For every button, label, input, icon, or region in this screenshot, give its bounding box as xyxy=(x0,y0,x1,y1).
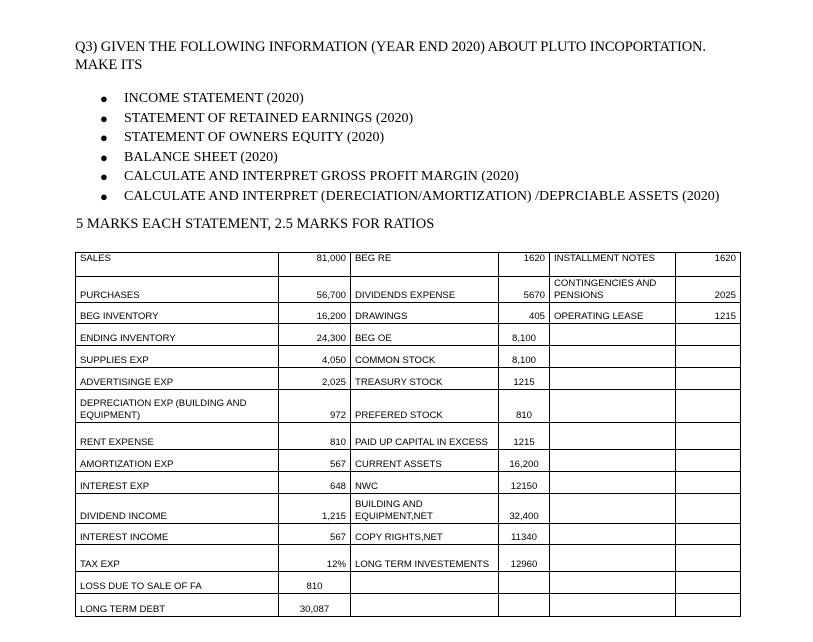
item-label xyxy=(550,494,676,524)
item-label: INTEREST EXP xyxy=(76,472,279,494)
item-value xyxy=(676,324,741,346)
item-label xyxy=(550,368,676,390)
item-label: CURRENT ASSETS xyxy=(351,450,499,472)
item-label: COPY RIGHTS,NET xyxy=(351,524,499,545)
item-label xyxy=(550,423,676,450)
item-value xyxy=(676,423,741,450)
item-value xyxy=(676,545,741,572)
item-label: BEG INVENTORY xyxy=(76,303,279,324)
item-value: 12960 xyxy=(499,545,550,572)
item-value xyxy=(676,524,741,545)
table-row xyxy=(76,423,741,450)
task-item: ● STATEMENT OF RETAINED EARNINGS (2020) xyxy=(100,109,719,129)
item-label: ENDING INVENTORY xyxy=(76,324,279,346)
item-label: DIVIDEND INCOME xyxy=(76,494,279,524)
question-instruction: MAKE ITS xyxy=(75,57,143,73)
item-value: 16,200 xyxy=(279,303,351,324)
bullet-icon: ● xyxy=(100,149,108,165)
item-value xyxy=(676,368,741,390)
task-item: ● STATEMENT OF OWNERS EQUITY (2020) xyxy=(100,128,719,148)
item-label xyxy=(550,594,676,617)
item-value xyxy=(676,390,741,423)
item-value: 1,215 xyxy=(279,494,351,524)
item-value: 32,400 xyxy=(499,494,550,524)
item-label: SALES xyxy=(76,253,279,277)
item-label: SUPPLIES EXP xyxy=(76,346,279,368)
item-label: PREFERED STOCK xyxy=(351,390,499,423)
item-label: OPERATING LEASE xyxy=(550,303,676,324)
item-label xyxy=(550,324,676,346)
bullet-icon: ● xyxy=(100,188,108,204)
table-row xyxy=(76,572,741,594)
item-label: LOSS DUE TO SALE OF FA xyxy=(76,572,279,594)
task-item: ● CALCULATE AND INTERPRET GROSS PROFIT MARGIN (2020) xyxy=(100,167,719,187)
item-label xyxy=(550,346,676,368)
item-value: 2,025 xyxy=(279,368,351,390)
item-label xyxy=(351,594,499,617)
item-label: RENT EXPENSE xyxy=(76,423,279,450)
item-value: 81,000 xyxy=(279,253,351,277)
item-value: 12150 xyxy=(499,472,550,494)
bullet-icon: ● xyxy=(100,91,108,106)
item-value: 8,100 xyxy=(499,324,550,346)
item-value: 1620 xyxy=(676,253,741,277)
item-value: 1620 xyxy=(499,253,550,277)
table-row xyxy=(76,303,741,324)
item-value: 30,087 xyxy=(279,594,351,617)
item-label: BEG RE xyxy=(351,253,499,277)
task-list xyxy=(100,89,719,206)
task-item: ● BALANCE SHEET (2020) xyxy=(100,148,719,168)
item-value: 405 xyxy=(499,303,550,324)
item-value: 810 xyxy=(499,390,550,423)
table-row xyxy=(76,494,741,524)
item-value: 810 xyxy=(279,572,351,594)
item-label: PAID UP CAPITAL IN EXCESS xyxy=(351,423,499,450)
table-row xyxy=(76,390,741,423)
item-value xyxy=(499,594,550,617)
item-value: 2025 xyxy=(676,277,741,303)
item-label: DEPRECIATION EXP (BUILDING AND EQUIPMENT) xyxy=(76,390,279,423)
table-row xyxy=(76,277,741,303)
item-value: 8,100 xyxy=(499,346,550,368)
item-value: 56,700 xyxy=(279,277,351,303)
table-row xyxy=(76,368,741,390)
item-label: INSTALLMENT NOTES xyxy=(550,253,676,277)
item-value: 5670 xyxy=(499,277,550,303)
item-label: LONG TERM INVESTEMENTS xyxy=(351,545,499,572)
item-value xyxy=(676,572,741,594)
item-label: INTEREST INCOME xyxy=(76,524,279,545)
financial-data-table xyxy=(75,252,741,617)
item-label xyxy=(550,545,676,572)
marks-note: 5 MARKS EACH STATEMENT, 2.5 MARKS FOR RATIOS xyxy=(76,216,435,232)
item-value: 810 xyxy=(279,423,351,450)
item-label: COMMON STOCK xyxy=(351,346,499,368)
item-label: BUILDING AND EQUIPMENT,NET xyxy=(351,494,499,524)
table-row xyxy=(76,253,741,277)
item-value: 11340 xyxy=(499,524,550,545)
item-label xyxy=(351,572,499,594)
table-row xyxy=(76,450,741,472)
table-row xyxy=(76,324,741,346)
task-item: ● INCOME STATEMENT (2020) xyxy=(100,89,719,109)
item-value: 972 xyxy=(279,390,351,423)
item-label xyxy=(550,390,676,423)
table-row xyxy=(76,545,741,572)
item-label: ADVERTISINGE EXP xyxy=(76,368,279,390)
bullet-icon: ● xyxy=(100,130,108,145)
item-value: 567 xyxy=(279,524,351,545)
question-title: Q3) GIVEN THE FOLLOWING INFORMATION (YEAR END 2020) ABOUT PLUTO INCOPORTATION. xyxy=(75,39,706,55)
item-value: 567 xyxy=(279,450,351,472)
item-label: DRAWINGS xyxy=(351,303,499,324)
item-label: DIVIDENDS EXPENSE xyxy=(351,277,499,303)
item-value: 1215 xyxy=(499,423,550,450)
item-label: CONTINGENCIES AND PENSIONS xyxy=(550,277,676,303)
item-label: TAX EXP xyxy=(76,545,279,572)
question-heading xyxy=(75,38,706,74)
item-value: 16,200 xyxy=(499,450,550,472)
table-row xyxy=(76,346,741,368)
item-value: 12% xyxy=(279,545,351,572)
bullet-icon: ● xyxy=(100,110,108,126)
item-value xyxy=(676,450,741,472)
item-value: 648 xyxy=(279,472,351,494)
table-row xyxy=(76,524,741,545)
item-label: LONG TERM DEBT xyxy=(76,594,279,617)
item-value: 1215 xyxy=(499,368,550,390)
item-label xyxy=(550,472,676,494)
item-label xyxy=(550,524,676,545)
table-row xyxy=(76,472,741,494)
item-value xyxy=(676,346,741,368)
item-label: PURCHASES xyxy=(76,277,279,303)
item-label xyxy=(550,450,676,472)
item-label xyxy=(550,572,676,594)
bullet-icon: ● xyxy=(100,169,108,184)
table-row xyxy=(76,594,741,617)
item-label: NWC xyxy=(351,472,499,494)
item-value: 24,300 xyxy=(279,324,351,346)
item-value: 1215 xyxy=(676,303,741,324)
item-value: 4,050 xyxy=(279,346,351,368)
item-label: TREASURY STOCK xyxy=(351,368,499,390)
item-label: BEG OE xyxy=(351,324,499,346)
task-item: ● CALCULATE AND INTERPRET (DERECIATION/AMORTIZATION) /DEPRCIABLE ASSETS (2020) xyxy=(100,187,719,207)
item-label: AMORTIZATION EXP xyxy=(76,450,279,472)
item-value xyxy=(676,472,741,494)
item-value xyxy=(499,572,550,594)
item-value xyxy=(676,494,741,524)
item-value xyxy=(676,594,741,617)
